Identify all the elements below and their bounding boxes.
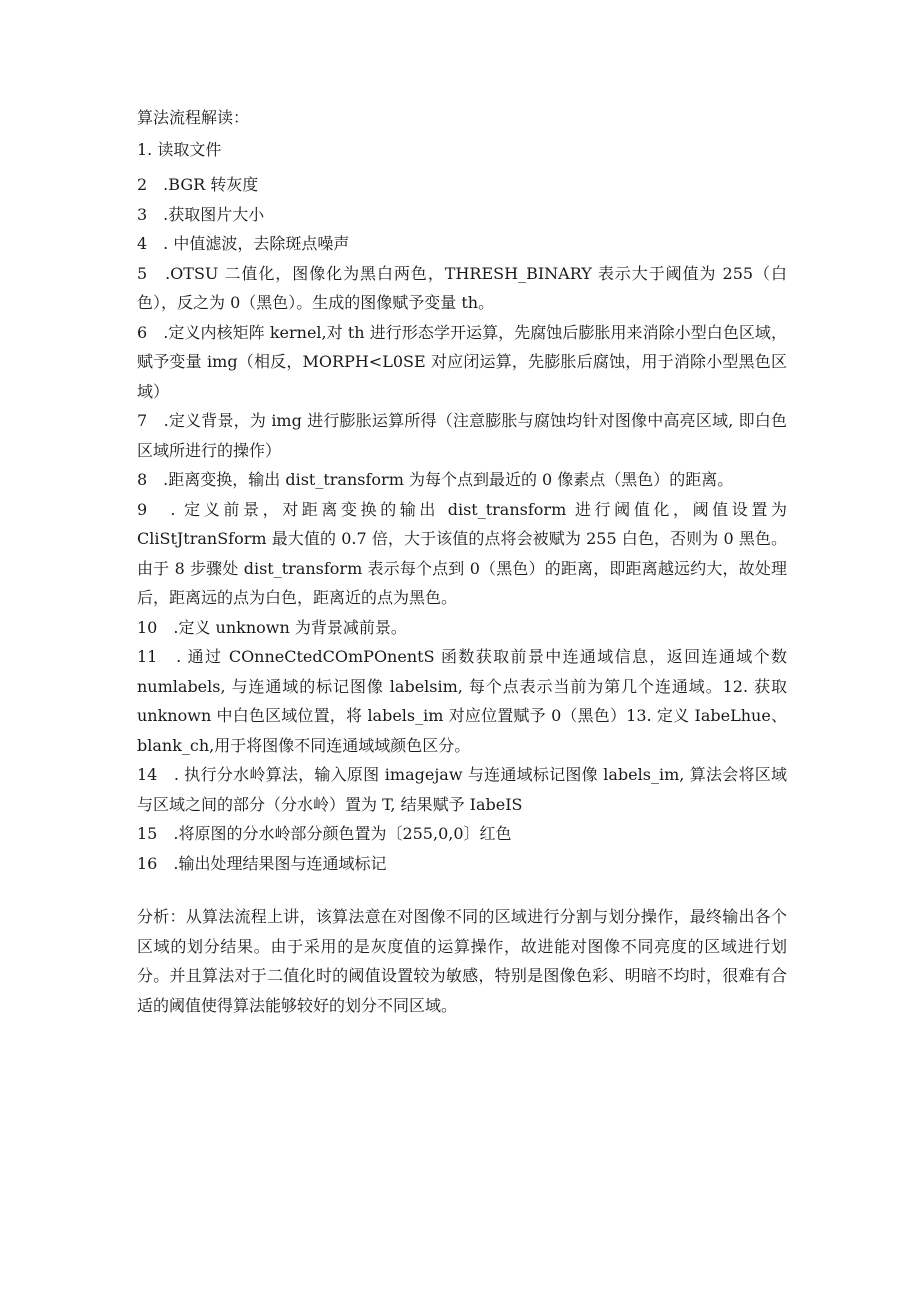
step-5: 5 .OTSU 二值化，图像化为黑白两色，THRESH_BINARY 表示大于阈值为 255（白色），反之为 0（黑色）。生成的图像赋予变量 th。 xyxy=(137,263,787,312)
step-16: 16 .输出处理结果图与连通域标记 xyxy=(137,853,387,873)
analysis-paragraph: 分析：从算法流程上讲，该算法意在对图像不同的区域进行分割与划分操作，最终输出各个区域的划分结果。由于采用的是灰度值的运算操作，故进能对图像不同亮度的区域进行划分。并且算法对于二值化时的阈值设置较为敏感，特别是图像色彩、明暗不均时，很难有合适的阈值使得算法能够较好的划分不同区域。 xyxy=(137,907,787,1015)
step-15: 15 .将原图的分水岭部分颜色置为〔255,0,0〕红色 xyxy=(137,824,512,843)
step-10: 10 .定义 unknown 为背景减前景。 xyxy=(137,617,407,637)
step-8: 8 .距离变换，输出 dist_transform 为每个点到最近的 0 像素点（黑色）的距离。 xyxy=(137,470,734,489)
document-body xyxy=(137,103,787,1020)
step-3: 3 .获取图片大小 xyxy=(137,204,265,224)
step-7: 7 .定义背景，为 img 进行膨胀运算所得（注意膨胀与腐蚀均针对图像中高亮区域, 即白色区域所进行的操作） xyxy=(137,411,787,460)
step-11: 11 . 通过 COnneCtedCOmPOnentS 函数获取前景中连通域信息，返回连通域个数 numlabels, 与连通域的标记图像 labelsim, 每个点表示当前为第几个连通域。12. 获取 unknown 中白色区域位置，将 labels_im 对应位置赋予 0（黑色）13. 定义 IabeLhue、blank_ch,用于将图像不同连通域域颜色区分。 xyxy=(137,647,787,755)
step-1: 1. 读取文件 xyxy=(137,139,222,159)
section-title: 算法流程解读： xyxy=(137,108,250,127)
step-2: 2 .BGR 转灰度 xyxy=(137,175,259,194)
algorithm-steps-list xyxy=(137,135,787,879)
step-6: 6 .定义内核矩阵 kernel,对 th 进行形态学开运算，先腐蚀后膨胀用来消除小型白色区域，赋予变量 img（相反，MORPH<L0SE 对应闭运算，先膨胀后腐蚀，用于消除小型黑色区域） xyxy=(137,322,787,401)
step-4: 4 . 中值滤波，去除斑点噪声 xyxy=(137,234,350,253)
step-14: 14 . 执行分水岭算法，输入原图 imagejaw 与连通域标记图像 labels_im, 算法会将区域与区域之间的部分（分水岭）置为 T, 结果赋予 IabeIS xyxy=(137,765,787,814)
step-9: 9 . 定义前景，对距离变换的输出 dist_transform 进行阈值化，阈值设置为 CliStJtranSform 最大值的 0.7 倍，大于该值的点将会被赋为 255 白色，否则为 0 黑色。由于 8 步骤处 dist_transform 表示每个点到 0（黑色）的距离，即距离越远约大，故处理后，距离远的点为白色，距离近的点为黑色。 xyxy=(137,499,787,607)
